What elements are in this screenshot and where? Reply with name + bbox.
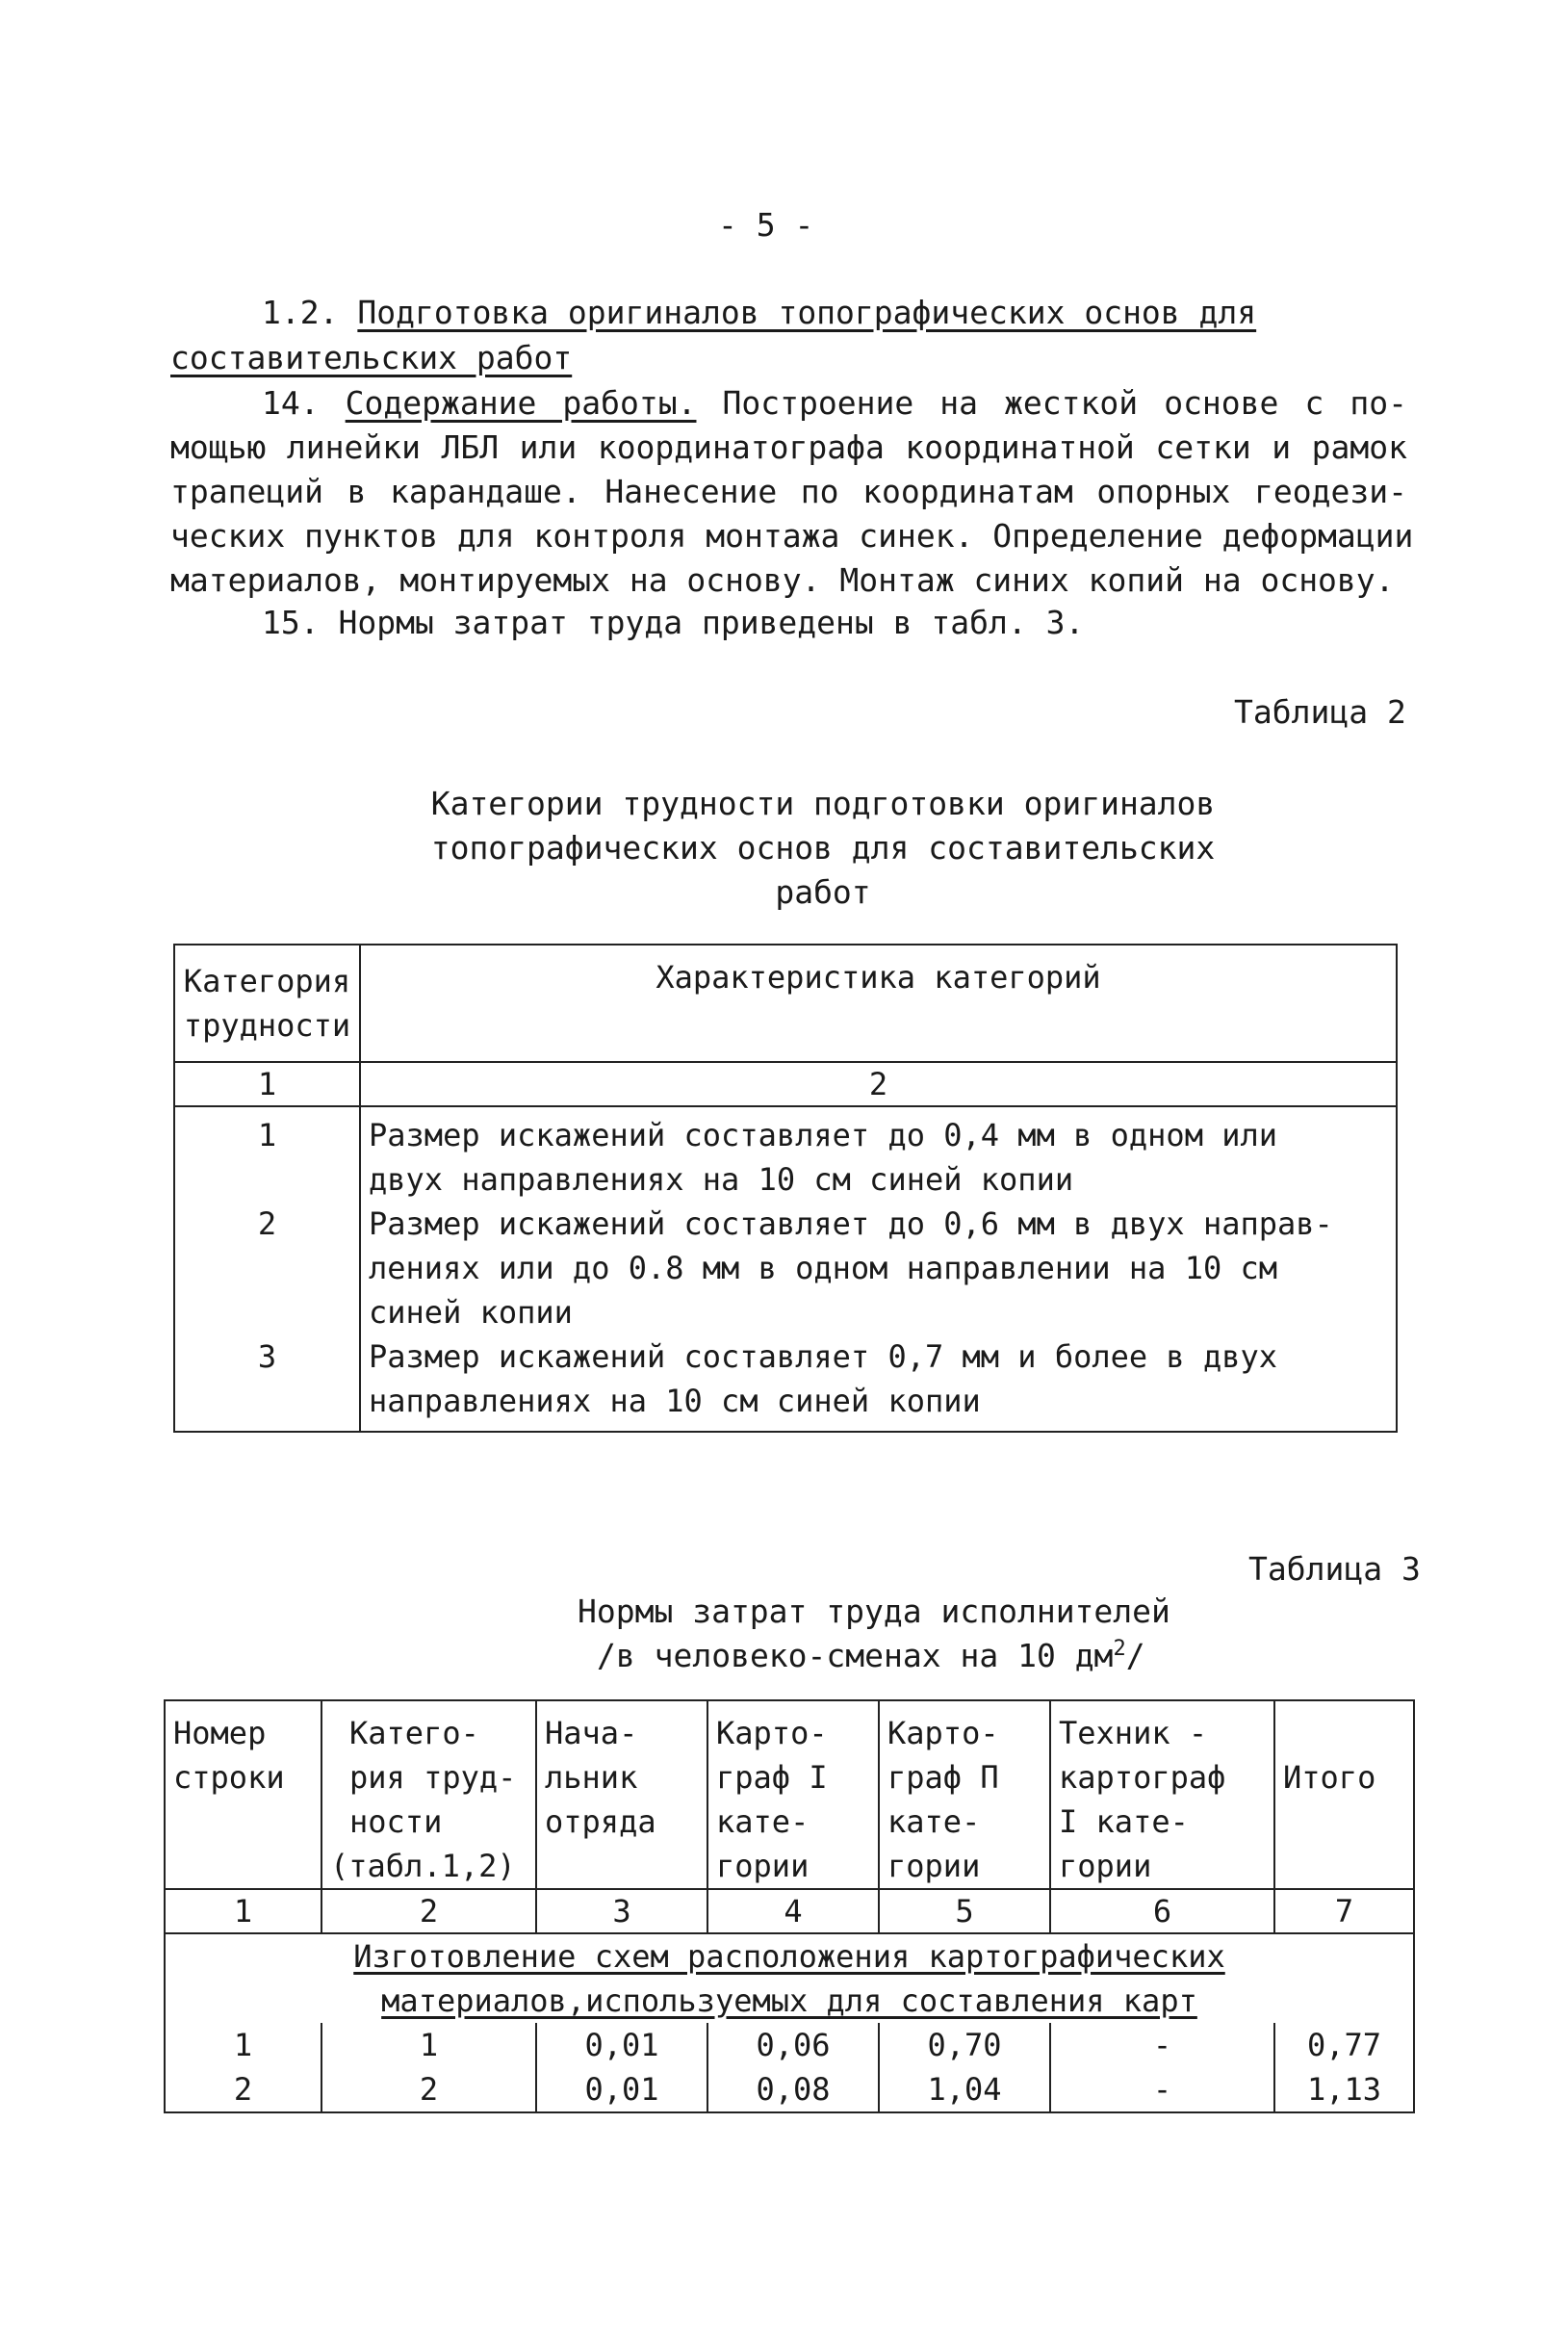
table3-cell-category: 2 (321, 2067, 536, 2112)
table3-title-superscript: 2 (1113, 1637, 1126, 1661)
table3-section-line1: Изготовление схем расположения картографических (353, 1938, 1225, 1975)
table3-header-line: Итого (1283, 1759, 1376, 1796)
table3-colnum: 4 (707, 1889, 879, 1933)
table3-section-row (165, 1933, 1414, 2023)
table2-colnum-2: 2 (360, 1062, 1397, 1106)
table3-colnum: 7 (1274, 1889, 1414, 1933)
table3-cell-total: 1,13 (1274, 2067, 1414, 2112)
table3-header-line: льник (545, 1759, 638, 1796)
table2-header-characteristic: Характеристика категорий (360, 945, 1397, 1062)
table3-colnum: 3 (536, 1889, 707, 1933)
table-row (174, 1106, 1397, 1202)
table3-header-cartographer-2 (879, 1700, 1050, 1889)
table3-header-line: (табл.1,2) (330, 1848, 516, 1884)
paragraph-14-line1 (170, 381, 1407, 426)
table3-header-line: Карто- (887, 1715, 999, 1751)
table3-header-line: картограф (1059, 1759, 1226, 1796)
table3-header-line: Катего- (349, 1715, 479, 1751)
table3-colnum: 6 (1050, 1889, 1274, 1933)
table3-header-line: ности (349, 1803, 443, 1840)
section-heading (262, 294, 1256, 331)
table3-header-cartographer-1 (707, 1700, 879, 1889)
table3-header-line: кате- (887, 1803, 981, 1840)
table3-header-line: гории (716, 1848, 810, 1884)
table2-title-line3: работ (775, 873, 871, 911)
table2-header-category-line1: Категория (183, 963, 351, 999)
table3-cell-technician: - (1050, 2067, 1274, 2112)
table2-text-line: двух направлениях на 10 см синей копии (369, 1161, 1074, 1198)
table2-category-cell: 1 (174, 1106, 360, 1202)
table2-title (424, 782, 1222, 915)
table3-cell-cartographer-2: 1,04 (879, 2067, 1050, 2112)
table3-colnum: 2 (321, 1889, 536, 1933)
table3-cell-row-number: 2 (165, 2067, 321, 2112)
table2-text-line: Размер искажений составляет 0,7 мм и более в двух (369, 1338, 1278, 1375)
table2-header-row (174, 945, 1397, 1062)
paragraph-14-number: 14. (262, 384, 320, 422)
table3-colnum: 1 (165, 1889, 321, 1933)
table3-cell-chief: 0,01 (536, 2067, 707, 2112)
table3-cell-total: 0,77 (1274, 2023, 1414, 2067)
table3-section-heading (165, 1933, 1414, 2023)
table2-characteristic-cell (360, 1106, 1397, 1202)
paragraph-14-line2: мощью линейки ЛБЛ или координатографа координатной сетки и рамок (170, 428, 1407, 466)
table2-text-line: направлениях на 10 см синей копии (369, 1383, 981, 1419)
table3-column-numbers (165, 1889, 1414, 1933)
table3-header-chief (536, 1700, 707, 1889)
table2-text-line: лениях или до 0.8 мм в одном направлении на 10 см (369, 1250, 1278, 1286)
table3-header-line: Техник - (1059, 1715, 1208, 1751)
table3-cell-cartographer-1: 0,08 (707, 2067, 879, 2112)
paragraph-14-line4: ческих пунктов для контроля монтажа синек. Определение деформации (170, 517, 1414, 555)
table3-colnum: 5 (879, 1889, 1050, 1933)
table3-header-line: граф I (716, 1759, 828, 1796)
table3-cell-cartographer-1: 0,06 (707, 2023, 879, 2067)
table3-section-line2: материалов,используемых для составления карт (381, 1982, 1197, 2019)
table3-header-line: отряда (545, 1803, 656, 1840)
table-row (165, 2067, 1414, 2112)
table3-header-line: гории (887, 1848, 981, 1884)
paragraph-14-line1-rest: Построение на жесткой основе с по- (722, 384, 1407, 422)
table3-header-row (165, 1700, 1414, 1889)
table3 (164, 1699, 1415, 2113)
table2-category-cell: 3 (174, 1334, 360, 1432)
table2-title-line1: Категории трудности подготовки оригиналов (430, 785, 1216, 822)
section-title-line1: Подготовка оригиналов топографических основ для (357, 294, 1257, 331)
table3-header-category (321, 1700, 536, 1889)
table2-title-line2: топографических основ для составительских (430, 829, 1216, 867)
table-row (174, 1334, 1397, 1432)
table-row (174, 1202, 1397, 1334)
paragraph-14-line5: материалов, монтируемых на основу. Монтаж синих копий на основу. (170, 561, 1395, 599)
table2-text-line: синей копии (369, 1294, 573, 1331)
table2-header-category-line2: трудности (183, 1007, 351, 1044)
table3-title-line2-text: /в человеко-сменах на 10 дм (597, 1637, 1114, 1674)
table2-characteristic-cell (360, 1334, 1397, 1432)
table2-colnum-1: 1 (174, 1062, 360, 1106)
paragraph-14-label: Содержание работы. (345, 384, 697, 422)
table-row (165, 2023, 1414, 2067)
table3-cell-cartographer-2: 0,70 (879, 2023, 1050, 2067)
paragraph-14 (170, 381, 1414, 603)
table3-header-line: строки (173, 1759, 285, 1796)
table3-cell-chief: 0,01 (536, 2023, 707, 2067)
table2-header-category (174, 945, 360, 1062)
table2-characteristic-cell (360, 1202, 1397, 1334)
table2 (173, 944, 1398, 1433)
table2-category-cell: 2 (174, 1202, 360, 1334)
section-number: 1.2. (262, 294, 339, 331)
table3-cell-row-number: 1 (165, 2023, 321, 2067)
table3-title-line2-end: / (1125, 1637, 1145, 1674)
table3-header-line: кате- (716, 1803, 810, 1840)
table3-header-line: граф П (887, 1759, 999, 1796)
table2-text-line: Размер искажений составляет до 0,6 мм в двух направ- (369, 1205, 1333, 1242)
table2-column-numbers (174, 1062, 1397, 1106)
table3-title-line2 (597, 1637, 1145, 1674)
table3-cell-category: 1 (321, 2023, 536, 2067)
table3-label: Таблица 3 (1248, 1550, 1421, 1588)
paragraph-15: 15. Нормы затрат труда приведены в табл. 3. (262, 604, 1085, 641)
page-number: - 5 - (718, 206, 814, 244)
table3-title-line1: Нормы затрат труда исполнителей (578, 1593, 1170, 1630)
table3-header-line: I кате- (1059, 1803, 1189, 1840)
table2-text-line: Размер искажений составляет до 0,4 мм в одном или (369, 1117, 1278, 1153)
table3-header-line: Номер (173, 1715, 267, 1751)
table3-header-technician (1050, 1700, 1274, 1889)
table3-header-line: Карто- (716, 1715, 828, 1751)
table3-header-line: Нача- (545, 1715, 638, 1751)
table3-header-row-number (165, 1700, 321, 1889)
paragraph-14-line3: трапеций в карандаше. Нанесение по координатам опорных геодези- (170, 473, 1407, 510)
table3-cell-technician: - (1050, 2023, 1274, 2067)
table3-header-total (1274, 1700, 1414, 1889)
table3-header-line: рия труд- (349, 1759, 517, 1796)
section-title-line2: составительских работ (170, 339, 573, 376)
table2-label: Таблица 2 (1234, 693, 1406, 731)
table3-header-line: гории (1059, 1848, 1152, 1884)
